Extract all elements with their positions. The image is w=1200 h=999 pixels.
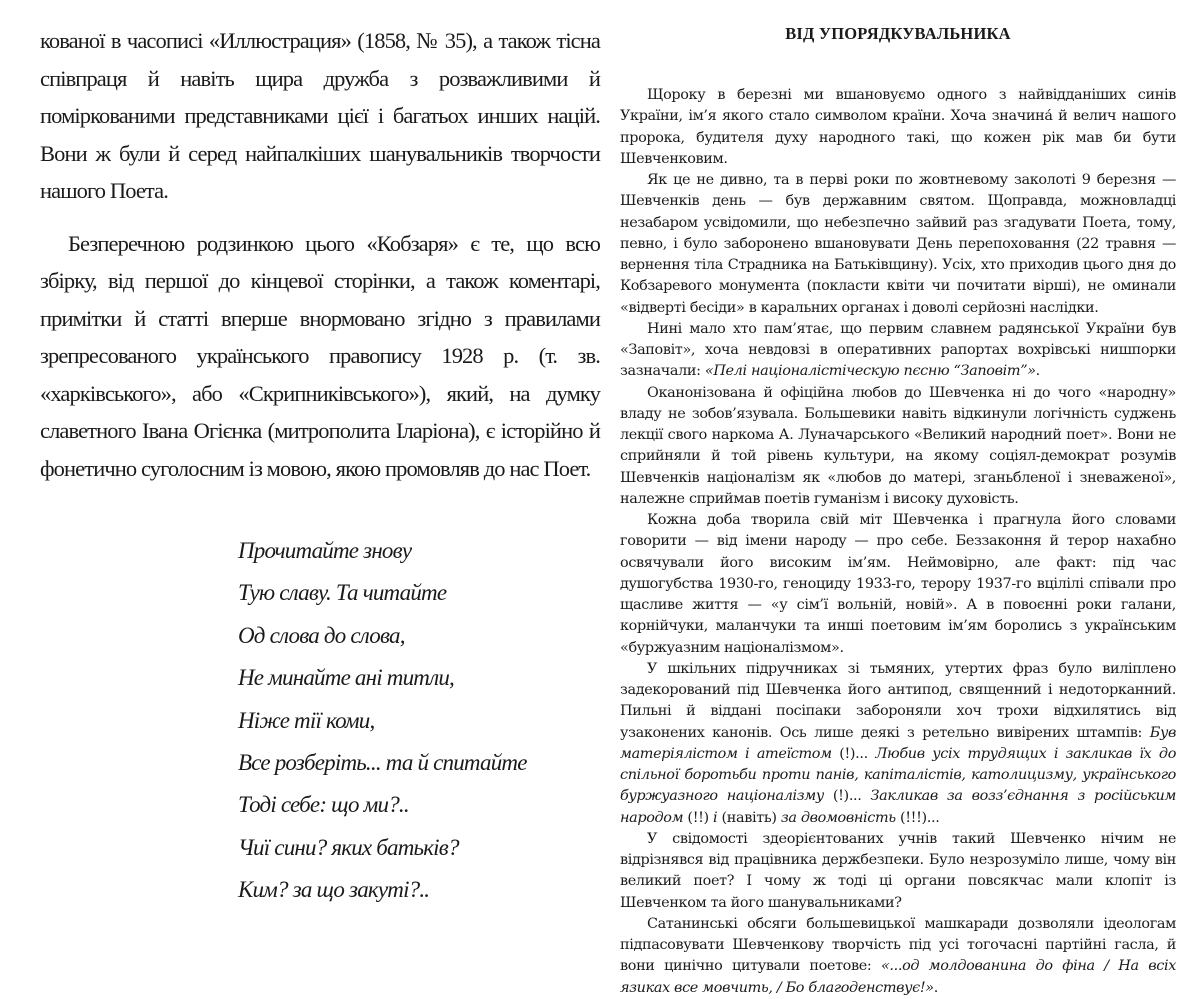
paragraph-text: (!!!)...: [895, 809, 940, 826]
poem-line: Ніже тії коми,: [238, 707, 375, 733]
paragraph-text: Сатанинські обсяги большевицької машкаради дозволяли ідеологам підпасовувати Шевченкову творчість під усі тогочасні партійні гасла, й вони цинічно цитували поетове:: [620, 915, 1176, 975]
quote-italic: «Пелі націоналістіческую пєсню “Заповіт”»: [704, 363, 1036, 380]
paragraph-text: (навіть): [717, 809, 781, 826]
quote-italic: і: [713, 809, 718, 826]
poem-line: Ким? за що закуті?..: [238, 877, 430, 903]
poem-line: Все розберіть... та й спитайте: [238, 750, 527, 776]
paragraph-text: У шкільних підручниках зі тьмяних, утертих фраз було виліплено задекорований під Шевченка його антипод, священний і недоторканний. Пильні й віддані посіпаки забороняли хоч трохи відхилятись від узаконених канонів. Ось лише деякі з ретельно вивірених штампів:: [620, 660, 1176, 741]
right-paragraph-3: [620, 319, 1176, 383]
poem-line: Прочитайте знову: [238, 538, 412, 563]
right-paragraph-7: У свідомості здеорієнтованих учнів такий Шевченко нічим не відрізнявся від працівника держбезпеки. Було незрозуміло лише, чому він великий поет? І чому ж тоді ці органи повсякчас мали клопіт із Шевченком та його шанувальниками?: [620, 830, 1176, 911]
left-page: [40, 22, 600, 487]
poem-line: Тую славу. Та читайте: [238, 580, 447, 606]
paragraph-text: Нині мало хто пам’ятає, що первим славнем радянської України був «Заповіт», хоча невдовзі в оперативних рапортах вохрівські нишпорки зазначали:: [620, 320, 1176, 380]
right-paragraph-2: Як це не дивно, та в перві роки по жовтневому заколоті 9 березня — Шевченків день — був державним святом. Щоправда, можновладці незабаром усвідомили, що небезпечно зайвий раз згадувати Поета, тому, певно, і було заборонено вшановувати День перепоховання (22 травня — вернення тіла Страдника на Батьківщину). Усіх, хто приходив цього дня до Кобзаревого монумента (покласти квіти чи почитати вірші), не оминали «відверті бесіди» в каральних органах і доволі серйозні наслідки.: [620, 172, 1176, 316]
poem-line: Од слова до слова,: [238, 622, 405, 648]
quote-italic: Закликав за возз’єднання з російським народом: [620, 788, 1176, 826]
paragraph-text: (!)...: [831, 745, 876, 762]
right-paragraph-8: [620, 914, 1176, 999]
quote-italic: Любив усіх трудящих і закликав їх до спільної боротьби проти панів, капіталістів, католицизму, українського буржуазного націоналізму: [620, 745, 1177, 805]
poem-line: Не минайте ані титли,: [238, 665, 454, 691]
right-page: [620, 22, 1176, 999]
paragraph-text: .: [933, 979, 938, 996]
paragraph-text: (!)...: [823, 788, 871, 805]
right-paragraph-1: Щороку в березні ми вшановуємо одного з найвідданіших синів України, ім’я якого стало символом країни. Хоча значина́ й велич нашого пророка, будителя духу народного такі, що кожен рік мав би бути Шевченковим.: [620, 87, 1176, 167]
right-paragraph-6: [620, 659, 1176, 829]
quote-italic: за двомовність: [780, 809, 896, 826]
poem-stanza: [238, 530, 598, 912]
poem-line: Тоді себе: що ми?..: [238, 792, 409, 818]
left-paragraph-1: кованої в часописі «Иллюстрация» (1858, № 35), а також тісна співпраця й навіть щира дружба з розважливими й поміркованими представниками цієї і багатьох инших націй. Вони ж були й серед найпалкіших шанувальників творчости нашого Поета.: [40, 28, 600, 203]
section-title: ВІД УПОРЯДКУВАЛЬНИКА: [785, 24, 1011, 43]
quote-italic: Був матеріялістом і атеїстом: [620, 724, 1176, 762]
right-paragraph-5: Кожна доба творила свій міт Шевченка і прагнула його словами говорити — від імени народу — про себе. Беззаконня й терор нахабно освячували його високим ім’ям. Неймовірно, але факт: під час душогубства 1930-го, геноциду 1933-го, терору 1937-го вцілілі співали про щасливе життя — «у сім’ї вольній, новій». А в повоєнні роки галани, корнійчуки, маланчуки та инші поетовим ім’ям боролись з українським «буржуазним націоналізмом».: [620, 512, 1176, 656]
poem-line: Чиї сини? яких батьків?: [238, 834, 459, 860]
left-paragraph-2: Безперечною родзинкою цього «Кобзаря» є те, що всю збірку, від першої до кінцевої сторінки, а також коментарі, примітки й статті вперше внормовано згідно з правилами зрепресованого українського правопису 1928 р. (т. зв. «харківського», або «Скрипниківського»), який, на думку славетного Івана Огієнка (митрополита Іларіона), є історійно й фонетично суголосним із мовою, якою промовляв до нас Поет.: [40, 230, 600, 481]
quote-italic: «...од молдованина до фіна / На всіх язиках все мовчить, / Бо благоденствує!»: [620, 958, 1176, 996]
paragraph-text: (!!): [683, 809, 714, 826]
right-paragraph-4: Оканонізована й офіційна любов до Шевченка ні до чого «народну» владу не зобов’язувала. Большевики навіть відкинули логічність суджень лекції свого наркома А. Луначарського «Великий народний поет». Вони не сприйняли й той рівень культури, на якому соціял-демократ розумів Шевченків націоналізм як «любов до матері, зганьбленої і зневаженої», належне сприймав поетів гуманізм і високу духовість.: [620, 384, 1176, 507]
paragraph-text: .: [1035, 363, 1040, 380]
